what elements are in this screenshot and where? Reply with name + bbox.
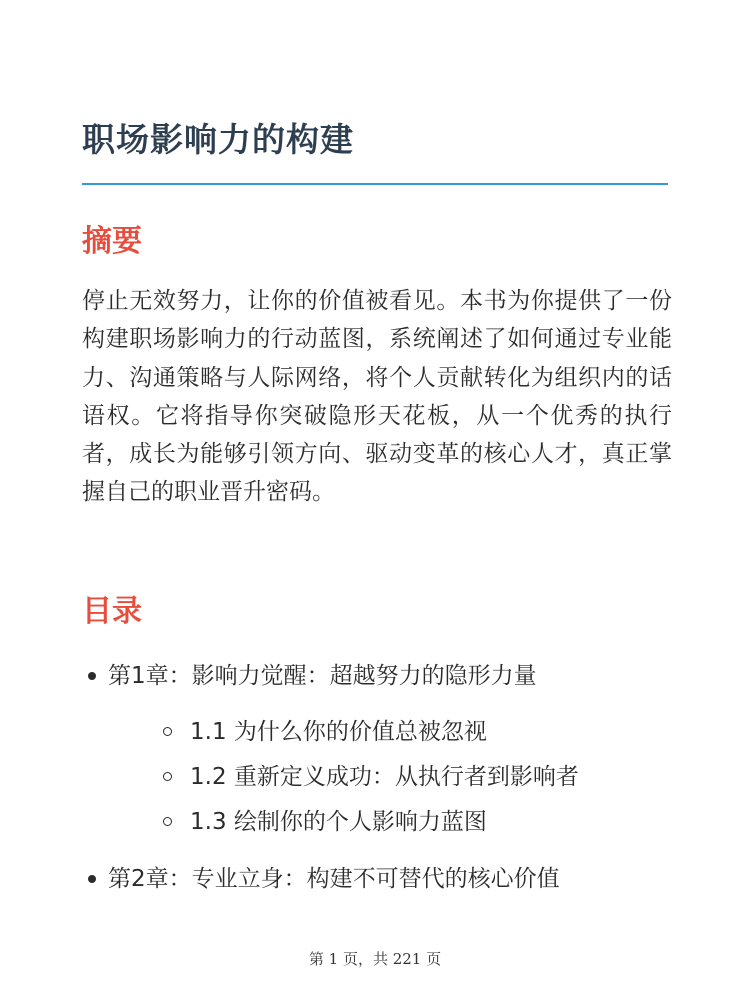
toc-section-label: 1.1 为什么你的价值总被忽视 — [190, 719, 487, 745]
summary-heading: 摘要 — [82, 224, 142, 259]
document-title: 职场影响力的构建 — [82, 120, 354, 159]
bullet-icon — [88, 875, 96, 883]
toc-section-1-2[interactable] — [190, 761, 579, 793]
toc-heading: 目录 — [82, 594, 142, 629]
summary-paragraph: 停止无效努力，让你的价值被看见。本书为你提供了一份构建职场影响力的行动蓝图，系统阐述了如何通过专业能力、沟通策略与人际网络，将个人贡献转化为组织内的话语权。它将指导你突破隐形天花板，从一个优秀的执行者，成长为能够引领方向、驱动变革的核心人才，真正掌握自己的职业晋升密码。 — [82, 288, 672, 506]
toc-chapter-2[interactable] — [108, 863, 560, 895]
bullet-icon — [88, 672, 96, 680]
document-page — [82, 0, 672, 1000]
circle-bullet-icon — [163, 817, 172, 826]
toc-chapter-label: 第1章：影响力觉醒：超越努力的隐形力量 — [108, 663, 537, 689]
toc-section-1-3[interactable] — [190, 806, 487, 838]
title-divider — [82, 183, 668, 185]
circle-bullet-icon — [163, 772, 172, 781]
toc-section-1-1[interactable] — [190, 716, 487, 748]
toc-chapter-label: 第2章：专业立身：构建不可替代的核心价值 — [108, 866, 560, 892]
toc-chapter-1[interactable] — [108, 660, 537, 692]
toc-section-label: 1.3 绘制你的个人影响力蓝图 — [190, 809, 487, 835]
toc-section-label: 1.2 重新定义成功：从执行者到影响者 — [190, 764, 579, 790]
circle-bullet-icon — [163, 727, 172, 736]
page-footer: 第 1 页，共 221 页 — [308, 950, 442, 968]
